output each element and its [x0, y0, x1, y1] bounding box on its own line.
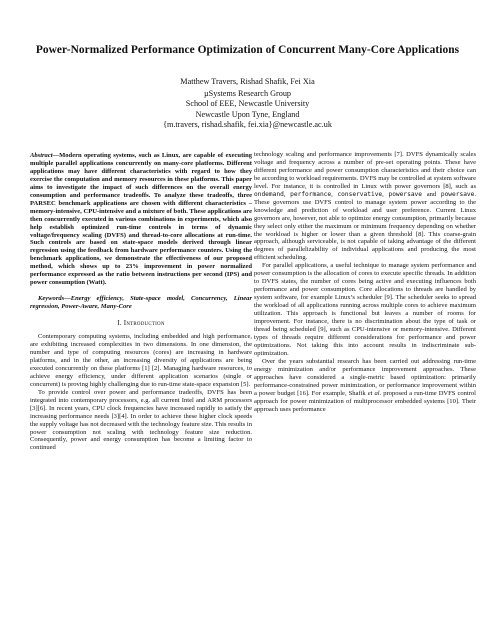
- keywords: [30, 295, 252, 311]
- intro-paragraph-1: Contemporary computing systems, including embedded and high performance, are exhibiting increased complexities in two dimensions. In one dimension, the number and type of computing resources (cores) are increasing in hardware platforms, and in the other, an increasing diversity of applications are being executed concurrently on these platforms [1] [2]. Managing hardware resources, to achieve energy efficiency, under different application scenarios (single or concurrent) is proving highly challenging due to run-time state-space expansion [5].: [30, 333, 252, 388]
- right-column: [254, 151, 476, 413]
- right-paragraph-3-part-a: Over the years substantial research has been carried out addressing run-time energy minimization and/or performance improvement approaches. These approaches have considered a single-metric based optimization: primarily performance-constrained power minimization, or performance improvement within a power budget [16]. For example, Shafik: [254, 357, 476, 397]
- keywords-label: Keywords—: [38, 295, 71, 303]
- right-paragraph-1-part-a: technology scaling and performance improvements [7]. DVFS dynamically scales voltage and frequency across a number of pre-set operating points. These have different performance and power consumption characteristics and their choice can be according to workload requirements. DVFS may be controlled at system software level. For instance, it is controlled in Linux with power governors [8], such as: [254, 151, 476, 190]
- affiliation-group: µSystems Research Group: [203, 88, 292, 98]
- section-heading-introduction: I. Introduction: [117, 319, 165, 328]
- et-al: et al.: [367, 389, 382, 397]
- affiliation-location: Newcastle Upon Tyne, England: [195, 109, 300, 119]
- governor-powersave-2: powersave: [440, 190, 475, 198]
- keywords-text: Energy efficiency, State-space model, Concurrency, Linear regression, Power-Aware, Many-Core: [30, 295, 252, 311]
- author-names: Matthew Travers, Rishad Shafik, Fei Xia: [180, 77, 315, 86]
- right-paragraph-2: For parallel applications, a useful technique to manage system performance and power consumption is the allocation of cores to execute specific threads. In addition to DVFS states, the number of cores being active and executing influences both performance and power consumption. Core allocations to threads are handled by system software, for example Linux’s scheduler [9]. The scheduler seeks to spread the workload of all applications running across multiple cores to achieve maximum utilization. This approach is functional but leaves a number of rooms for improvement. For instance, there is no discrimination about the type of task or thread being scheduled [9], such as CPU-intensive or memory-intensive. Different types of threads require different considerations for performance and power optimizations. Not taking this into account results in indiscriminate sub-optimization.: [254, 262, 476, 357]
- right-paragraph-3: [254, 358, 476, 414]
- intro-paragraph-2: To provide control over power and performance tradeoffs, DVFS has been integrated into contemporary processors, e.g. all current Intel and ARM processors [3][6]. In recent years, CPU clock frequencies have increased rapidly to satisfy the increasing performance needs [3][4]. In order to achieve these higher clock speeds the supply voltage has not decreased with the technology feature size. This results in power consumption not scaling with technology feature size reduction. Consequently, power and energy consumption has become a limiting factor to continued: [30, 388, 252, 452]
- author-emails: {m.travers, rishad.shafik, fei.xia}@newcastle.ac.uk: [163, 120, 332, 130]
- right-paragraph-1: technology scaling and performance improvements [7]. DVFS dynamically scales voltage and frequency across a number of pre-set operating points. These have different performance and power consumption characteristics and their choice can be according to workload requirements. DVFS may be controlled at system software level. For instance, it is controlled in Linux with power governors [8], such as ondemand, performance, conservative, powersave and powersave. These governors use DVFS control to manage system power according to the knowledge and prediction of workload and user preference. Current Linux governors are, however, not able to optimize energy consumption, primarily because they select only either the maximum or minimum frequency depending on whether the workload is higher or lower than a given threshold [8]. This coarse-grain approach, although serviceable, is not capable of taking advantage of the different degrees of parallelizability of individual applications and producing the most efficient scheduling.: [254, 151, 477, 262]
- right-paragraph-3-part-b: proposed a run-time DVFS control approach for power minimization of multiprocessor embedded systems [10]. Their approach uses performance: [254, 389, 477, 413]
- right-paragraph-1-part-b: These governors use DVFS control to manage system power according to the knowledge and prediction of workload and user preference. Current Linux governors are, however, not able to optimize energy consumption, primarily because they select only either the maximum or minimum frequency depending on whether the workload is higher or lower than a given threshold [8]. This coarse-grain approach, although serviceable, is not capable of taking advantage of the different degrees of parallelizability of individual applications and producing the most efficient scheduling.: [254, 198, 476, 262]
- left-column: [30, 152, 252, 452]
- abstract: [30, 152, 252, 287]
- paper-title: Power-Normalized Performance Optimization of Concurrent Many-Core Applications: [35, 44, 460, 56]
- affiliation-school: School of EEE, Newcastle University: [185, 99, 310, 109]
- abstract-text: Modern operating systems, such as Linux, are capable of executing multiple parallel applications concurrently on many-core platforms. Different applications may have different characteristics with regard to how they exercise the computation and memory resources in these platforms. This paper aims to investigate the impact of such differences on the overall energy consumption and performance tradeoffs. To analyze these tradeoffs, three PARSEC benchmark applications are chosen with different characteristics – memory-intensive, CPU-intensive and a mixture of both. These applications are then concurrently executed in various combinations in experiments, which also help establish optimized run-time controls in terms of dynamic voltage/frequency scaling (DVFS) and thread-to-core allocations at run-time. Such controls are based on state-space models derived through linear regression using the feedback from hardware performance counters. Using the benchmark applications, we demonstrate the effectiveness of our proposed method, which shows up to 23% improvement in power normalized performance expressed as the ratio between instructions per second (IPS) and power consumption (Watt).: [30, 152, 252, 287]
- governor-performance: performance: [290, 190, 332, 198]
- author-block: [40, 77, 455, 131]
- governor-ondemand: ondemand: [254, 190, 284, 198]
- abstract-label: Abstract—: [30, 152, 60, 159]
- governor-powersave: powersave: [388, 190, 423, 198]
- governor-conservative: conservative: [337, 190, 383, 198]
